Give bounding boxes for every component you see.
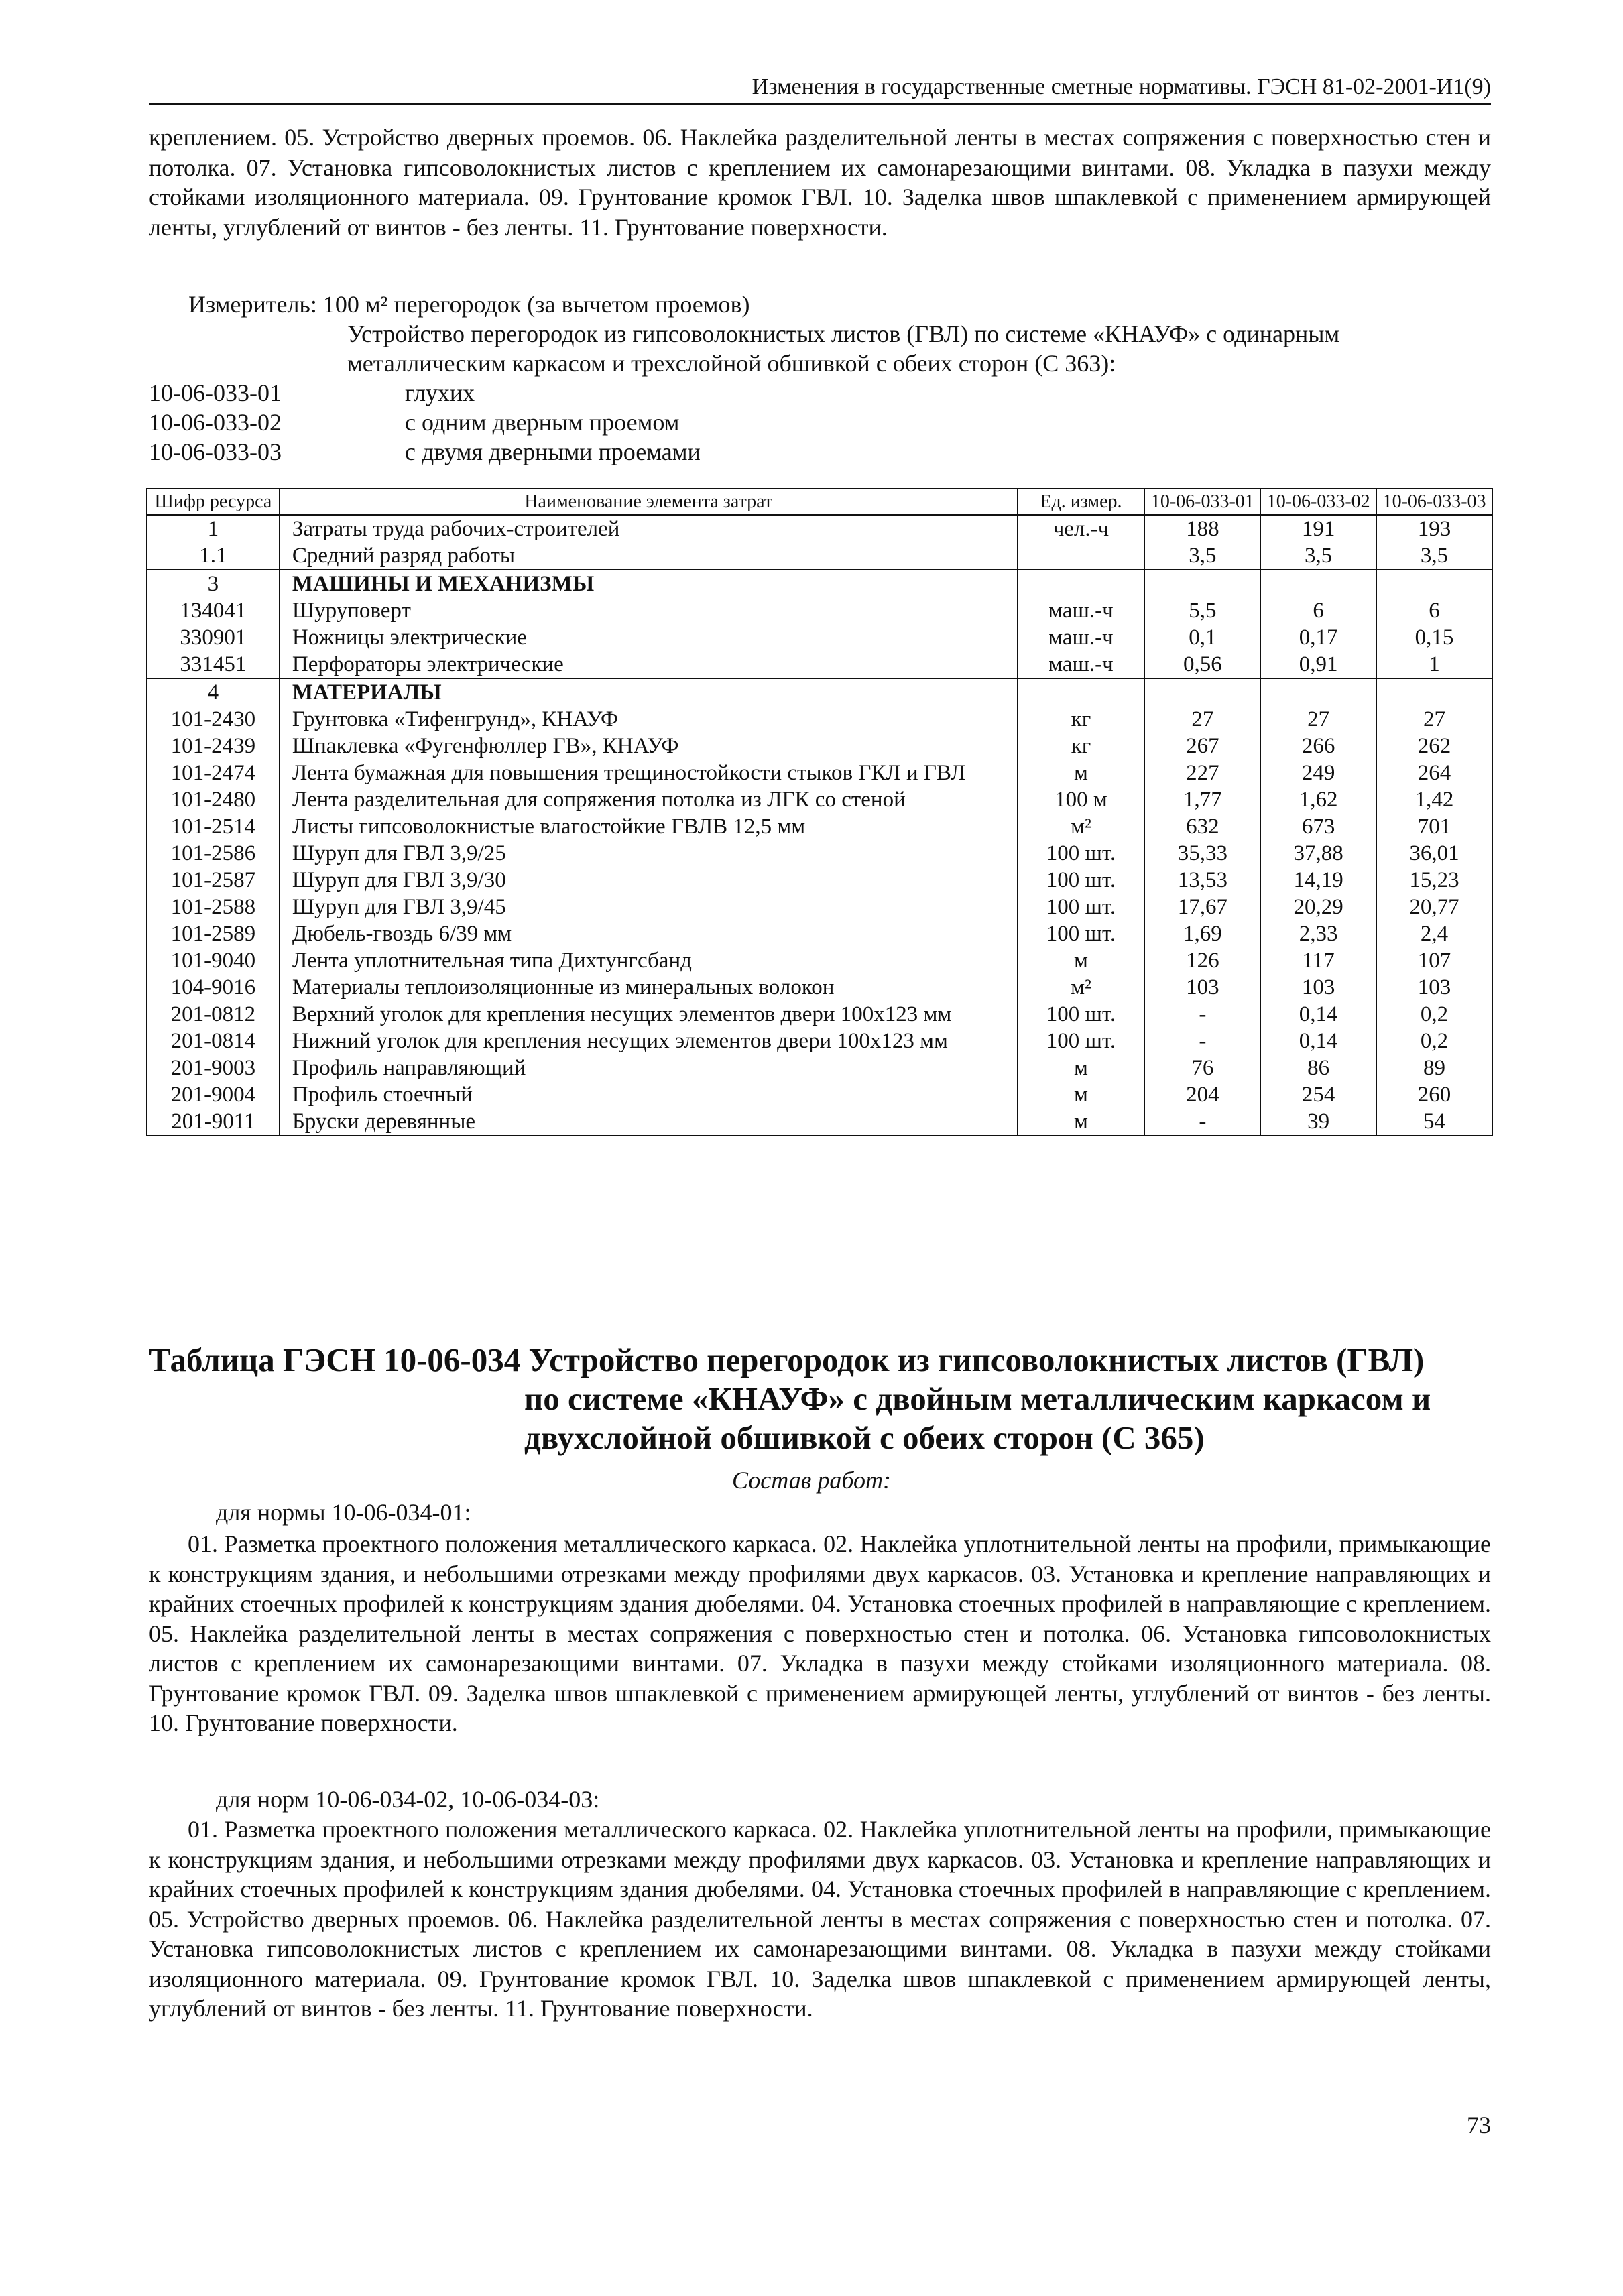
table-row [147,813,1492,840]
row-value-norm-1: 17,67 [1144,894,1260,920]
row-name: Материалы теплоизоляционные из минеральных волокон [280,974,1018,1001]
row-value-norm-3: 54 [1376,1108,1492,1136]
norm-label: для нормы 10-06-034-01: [216,1499,471,1526]
header-code: Шифр ресурса [147,489,280,515]
row-value-norm-2: 39 [1260,1108,1376,1136]
header-norm-2: 10-06-033-02 [1260,489,1376,515]
row-unit: маш.-ч [1018,597,1145,624]
row-value-norm-1: 1,69 [1144,920,1260,947]
row-name: МАШИНЫ И МЕХАНИЗМЫ [280,570,1018,597]
row-name: Шуруповерт [280,597,1018,624]
row-unit: м² [1018,974,1145,1001]
row-value-norm-2: 0,14 [1260,1028,1376,1054]
page-number: 73 [1467,2112,1491,2138]
row-value-norm-1: - [1144,1108,1260,1136]
row-unit: кг [1018,706,1145,733]
row-value-norm-2: 0,17 [1260,624,1376,651]
row-value-norm-3: 701 [1376,813,1492,840]
row-value-norm-3: 264 [1376,760,1492,786]
row-value-norm-1: 204 [1144,1081,1260,1108]
row-value-norm-1 [1144,570,1260,597]
table-row [147,786,1492,813]
header-name: Наименование элемента затрат [280,489,1018,515]
row-name: Лента бумажная для повышения трещиностойкости стыков ГКЛ и ГВЛ [280,760,1018,786]
row-code: 201-9004 [147,1081,280,1108]
row-code: 1.1 [147,542,280,570]
row-name: Профиль стоечный [280,1081,1018,1108]
row-value-norm-2: 86 [1260,1054,1376,1081]
row-value-norm-3 [1376,570,1492,597]
row-value-norm-2: 191 [1260,515,1376,542]
row-code: 4 [147,678,280,706]
table-row [147,1054,1492,1081]
row-value-norm-2: 249 [1260,760,1376,786]
row-value-norm-3: 0,2 [1376,1028,1492,1054]
row-value-norm-3: 262 [1376,733,1492,760]
table-row [147,920,1492,947]
row-value-norm-2: 266 [1260,733,1376,760]
row-value-norm-2: 14,19 [1260,867,1376,894]
row-name: Верхний уголок для крепления несущих элементов двери 100х123 мм [280,1001,1018,1028]
row-value-norm-2: 27 [1260,706,1376,733]
table-row [147,867,1492,894]
row-value-norm-1: 3,5 [1144,542,1260,570]
row-value-norm-2 [1260,678,1376,706]
table-row [147,706,1492,733]
row-value-norm-3: 193 [1376,515,1492,542]
row-value-norm-1: 126 [1144,947,1260,974]
row-code: 101-2439 [147,733,280,760]
row-value-norm-3: 36,01 [1376,840,1492,867]
row-name: Грунтовка «Тифенгрунд», КНАУФ [280,706,1018,733]
row-value-norm-3: 0,2 [1376,1001,1492,1028]
row-unit: чел.-ч [1018,515,1145,542]
row-value-norm-3: 89 [1376,1054,1492,1081]
header-norm-1: 10-06-033-01 [1144,489,1260,515]
table-row [147,894,1492,920]
row-code: 201-0812 [147,1001,280,1028]
row-unit: 100 шт. [1018,1028,1145,1054]
row-value-norm-1: 0,1 [1144,624,1260,651]
row-value-norm-1: 0,56 [1144,651,1260,678]
row-unit: 100 шт. [1018,1001,1145,1028]
table-row [147,733,1492,760]
table-034-title [149,1341,1491,1457]
row-code: 201-0814 [147,1028,280,1054]
row-code: 101-9040 [147,947,280,974]
row-unit [1018,570,1145,597]
row-unit: м [1018,1054,1145,1081]
row-value-norm-3: 15,23 [1376,867,1492,894]
meter-line: Измеритель: 100 м² перегородок (за вычетом проемов) [188,291,750,318]
row-value-norm-2: 0,91 [1260,651,1376,678]
table-row [147,1028,1492,1054]
norm-name: с одним дверным проемом [405,409,680,436]
table-row [147,1108,1492,1136]
header-unit: Ед. измер. [1018,489,1145,515]
norm-group-intro: Устройство перегородок из гипсоволокнистых листов (ГВЛ) по системе «КНАУФ» с одинарным металлическим каркасом и трехслойной обшивкой с обеих сторон (С 363): [347,320,1340,377]
row-value-norm-1: 13,53 [1144,867,1260,894]
row-value-norm-1: - [1144,1028,1260,1054]
row-value-norm-1: - [1144,1001,1260,1028]
row-value-norm-2: 673 [1260,813,1376,840]
row-unit: м [1018,1108,1145,1136]
row-code: 101-2430 [147,706,280,733]
works-paragraph: 01. Разметка проектного положения металлического каркаса. 02. Наклейка уплотнительной ленты на профили, примыкающие к конструкциям здания, и небольшими отрезками между профилями двух каркасов. 03. Установка и крепление направляющих и крайних стоечных профилей к конструкциям здания дюбелями. 04. Установка стоечных профилей в направляющие с креплением. 05. Устройство дверных проемов. 06. Наклейка разделительной ленты в местах сопряжения с поверхностью стен и потолка. 07. Установка гипсоволокнистых листов с креплением их самонарезающими винтами. 08. Укладка в пазухи между стойками изоляционного материала. 09. Грунтование кромок ГВЛ. 10. Заделка швов шпаклевкой с применением армирующей ленты, углублений от винтов - без ленты. 11. Грунтование поверхности. [149,1816,1491,2022]
row-value-norm-3: 0,15 [1376,624,1492,651]
row-value-norm-2: 1,62 [1260,786,1376,813]
row-code: 101-2588 [147,894,280,920]
table-title-line: двухслойной обшивкой с обеих сторон (С 365) [524,1419,1205,1456]
row-value-norm-1: 5,5 [1144,597,1260,624]
row-code: 104-9016 [147,974,280,1001]
row-name: Шуруп для ГВЛ 3,9/25 [280,840,1018,867]
row-value-norm-2: 0,14 [1260,1001,1376,1028]
resource-table [146,488,1493,1136]
row-code: 201-9003 [147,1054,280,1081]
continuation-paragraph: креплением. 05. Устройство дверных проемов. 06. Наклейка разделительной ленты в местах сопряжения с поверхностью стен и потолка. 07. Установка гипсоволокнистых листов с креплением их самонарезающими винтами. 08. Укладка в пазухи между стойками изоляционного материала. 09. Грунтование кромок ГВЛ. 10. Заделка швов шпаклевкой с применением армирующей ленты, углублений от винтов - без ленты. 11. Грунтование поверхности. [149,124,1491,241]
row-value-norm-1: 35,33 [1144,840,1260,867]
table-title-line: Таблица ГЭСН 10-06-034 Устройство перегородок из гипсоволокнистых листов (ГВЛ) [149,1341,1425,1378]
row-unit: кг [1018,733,1145,760]
table-row [147,651,1492,678]
row-value-norm-2: 20,29 [1260,894,1376,920]
row-unit: 100 м [1018,786,1145,813]
norm-code: 10-06-033-03 [149,438,282,465]
row-value-norm-2: 37,88 [1260,840,1376,867]
row-name: Лента разделительная для сопряжения потолка из ЛГК со стеной [280,786,1018,813]
row-name: Дюбель-гвоздь 6/39 мм [280,920,1018,947]
row-value-norm-3: 27 [1376,706,1492,733]
row-name: Бруски деревянные [280,1108,1018,1136]
table-row [147,570,1492,597]
table-row [147,678,1492,706]
header-norm-3: 10-06-033-03 [1376,489,1492,515]
row-value-norm-1: 103 [1144,974,1260,1001]
table-row [147,1001,1492,1028]
row-value-norm-1: 76 [1144,1054,1260,1081]
norm-code: 10-06-033-02 [149,409,282,436]
row-value-norm-3: 2,4 [1376,920,1492,947]
row-value-norm-3: 3,5 [1376,542,1492,570]
norm-name: глухих [405,379,475,406]
row-value-norm-3: 6 [1376,597,1492,624]
row-value-norm-1 [1144,678,1260,706]
row-unit: 100 шт. [1018,894,1145,920]
works-caption: Состав работ: [732,1467,891,1494]
row-value-norm-1: 188 [1144,515,1260,542]
row-name: МАТЕРИАЛЫ [280,678,1018,706]
row-code: 101-2480 [147,786,280,813]
row-unit: 100 шт. [1018,840,1145,867]
norm-name: с двумя дверными проемами [405,438,701,465]
table-row [147,947,1492,974]
table-row [147,597,1492,624]
table-row [147,840,1492,867]
row-unit: 100 шт. [1018,920,1145,947]
row-unit: м [1018,947,1145,974]
row-code: 101-2589 [147,920,280,947]
row-unit: м [1018,1081,1145,1108]
row-name: Перфораторы электрические [280,651,1018,678]
table-title-line: по системе «КНАУФ» с двойным металлическим каркасом и [524,1380,1431,1417]
row-value-norm-2 [1260,570,1376,597]
row-value-norm-2: 3,5 [1260,542,1376,570]
row-code: 330901 [147,624,280,651]
table-row [147,624,1492,651]
row-unit [1018,678,1145,706]
row-value-norm-1: 227 [1144,760,1260,786]
row-name: Шпаклевка «Фугенфюллер ГВ», КНАУФ [280,733,1018,760]
row-unit: 100 шт. [1018,867,1145,894]
norm-label: для норм 10-06-034-02, 10-06-034-03: [216,1786,600,1813]
row-value-norm-2: 2,33 [1260,920,1376,947]
table-header-row [147,489,1492,515]
row-unit: маш.-ч [1018,624,1145,651]
row-name: Средний разряд работы [280,542,1018,570]
table-body [147,515,1492,1136]
row-code: 101-2474 [147,760,280,786]
row-code: 1 [147,515,280,542]
row-code: 101-2586 [147,840,280,867]
norm-code: 10-06-033-01 [149,379,282,406]
row-code: 3 [147,570,280,597]
row-value-norm-2: 103 [1260,974,1376,1001]
row-value-norm-2: 254 [1260,1081,1376,1108]
row-value-norm-2: 117 [1260,947,1376,974]
row-unit: м [1018,760,1145,786]
row-name: Затраты труда рабочих-строителей [280,515,1018,542]
row-unit: м² [1018,813,1145,840]
row-name: Листы гипсоволокнистые влагостойкие ГВЛВ 12,5 мм [280,813,1018,840]
row-value-norm-1: 267 [1144,733,1260,760]
row-value-norm-3 [1376,678,1492,706]
row-name: Ножницы электрические [280,624,1018,651]
row-name: Шуруп для ГВЛ 3,9/45 [280,894,1018,920]
row-value-norm-1: 1,77 [1144,786,1260,813]
row-code: 201-9011 [147,1108,280,1136]
row-value-norm-3: 1 [1376,651,1492,678]
row-code: 331451 [147,651,280,678]
row-value-norm-3: 1,42 [1376,786,1492,813]
row-value-norm-2: 6 [1260,597,1376,624]
row-value-norm-1: 27 [1144,706,1260,733]
row-value-norm-3: 260 [1376,1081,1492,1108]
row-name: Шуруп для ГВЛ 3,9/30 [280,867,1018,894]
row-unit: маш.-ч [1018,651,1145,678]
row-value-norm-3: 107 [1376,947,1492,974]
row-name: Нижний уголок для крепления несущих элементов двери 100х123 мм [280,1028,1018,1054]
works-paragraph: 01. Разметка проектного положения металлического каркаса. 02. Наклейка уплотнительной ленты на профили, примыкающие к конструкциям здания, и небольшими отрезками между профилями двух каркасов. 03. Установка и крепление направляющих и крайних стоечных профилей к конструкциям здания дюбелями. 04. Установка стоечных профилей в направляющие с креплением. 05. Наклейка разделительной ленты в местах сопряжения с поверхностью стен и потолка. 06. Установка гипсоволокнистых листов с креплением их самонарезающими винтами. 07. Укладка в пазухи между стойками изоляционного материала. 08. Грунтование кромок ГВЛ. 09. Заделка швов шпаклевкой с применением армирующей ленты, углублений от винтов - без ленты. 10. Грунтование поверхности. [149,1530,1491,1736]
table-row [147,974,1492,1001]
row-code: 134041 [147,597,280,624]
table-row [147,1081,1492,1108]
table-row [147,760,1492,786]
row-code: 101-2514 [147,813,280,840]
row-unit [1018,542,1145,570]
row-name: Профиль направляющий [280,1054,1018,1081]
row-value-norm-1: 632 [1144,813,1260,840]
row-code: 101-2587 [147,867,280,894]
table-row [147,542,1492,570]
row-name: Лента уплотнительная типа Дихтунгсбанд [280,947,1018,974]
row-value-norm-3: 103 [1376,974,1492,1001]
row-value-norm-3: 20,77 [1376,894,1492,920]
table-row [147,515,1492,542]
running-header: Изменения в государственные сметные нормативы. ГЭСН 81-02-2001-И1(9) [149,72,1491,105]
